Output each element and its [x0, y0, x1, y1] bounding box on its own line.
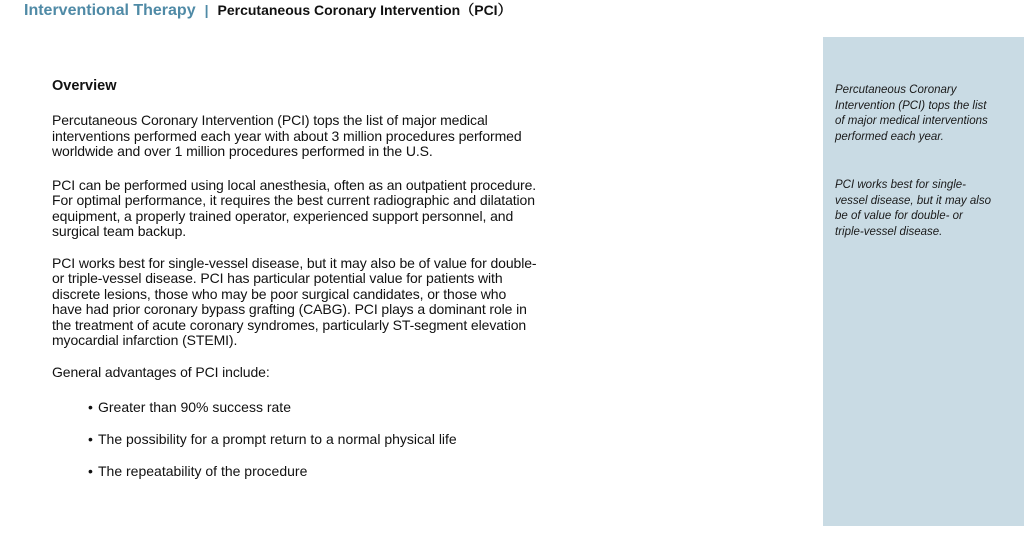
- page-header: [24, 0, 512, 20]
- paragraph-advantages-intro: General advantages of PCI include:: [52, 363, 270, 380]
- list-item-text: The possibility for a prompt return to a normal physical life: [98, 431, 457, 447]
- bullet-marker: •: [88, 463, 93, 479]
- header-separator: |: [204, 2, 209, 18]
- list-item-text: Greater than 90% success rate: [98, 399, 291, 415]
- bullet-marker: •: [88, 399, 93, 415]
- summary-sidebar: [823, 37, 1024, 526]
- topic-title: Percutaneous Coronary Intervention（PCI）: [217, 2, 512, 18]
- sidebar-note-indications: PCI works best for single-vessel disease, but it may also be of value for double- or triple-vessel disease.: [835, 179, 991, 238]
- sidebar-note-volume: Percutaneous Coronary Intervention (PCI) tops the list of major medical interventions performed each year.: [835, 84, 988, 143]
- paragraph-anesthesia: PCI can be performed using local anesthesia, often as an outpatient procedure. For optimal performance, it requires the best current radiographic and dilatation equipment, a properly trained operator, experienced support personnel, and surgical team backup.: [52, 176, 537, 239]
- paragraph-intro: Percutaneous Coronary Intervention (PCI) tops the list of major medical interventions performed each year with about 3 million procedures performed worldwide and over 1 million procedures performed in the U.S.: [52, 112, 522, 159]
- list-item: [88, 399, 537, 415]
- advantages-list: [52, 399, 537, 479]
- list-item: [88, 463, 537, 479]
- section-title: Interventional Therapy: [24, 2, 196, 19]
- overview-content: [52, 76, 537, 495]
- list-item-text: The repeatability of the procedure: [98, 463, 308, 479]
- bullet-marker: •: [88, 431, 93, 447]
- paragraph-indications: PCI works best for single-vessel disease, but it may also be of value for double- or triple-vessel disease. PCI has particular potential value for patients with discrete lesions, those who may be poor surgical candidates, or those who have had prior coronary bypass grafting (CABG). PCI plays a dominant role in the treatment of acute coronary syndromes, particularly ST-segment elevation myocardial infarction (STEMI).: [52, 254, 537, 348]
- list-item: [88, 431, 537, 447]
- overview-heading: Overview: [52, 78, 117, 94]
